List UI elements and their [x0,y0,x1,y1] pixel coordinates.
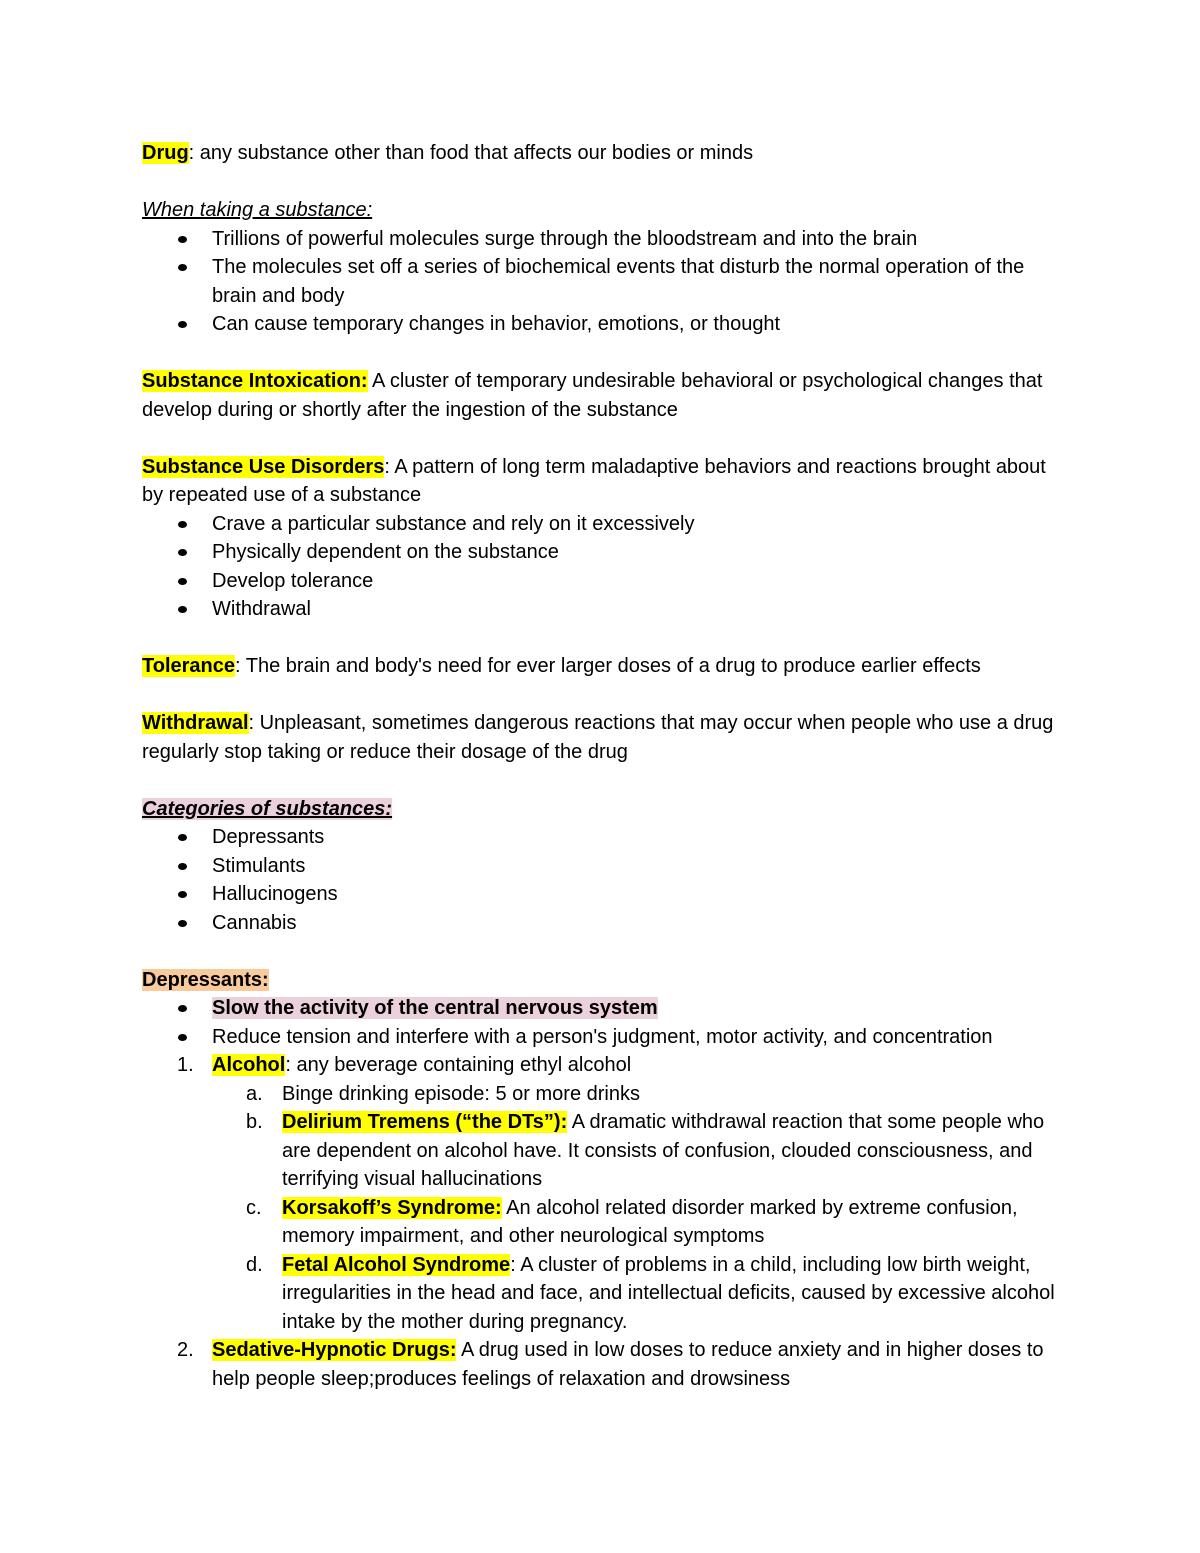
list-item: Trillions of powerful molecules surge through the bloodstream and into the brain [142,225,1067,254]
term-dts: Delirium Tremens (“the DTs”): [282,1111,568,1133]
binge-def: Binge drinking episode: 5 or more drinks [282,1082,640,1105]
taking-list [142,225,1067,339]
tolerance-definition [142,652,1067,681]
list-item [142,1080,1067,1109]
depressants-heading-text: Depressants: [142,968,269,991]
list-item: The molecules set off a series of biochemical events that disturb the normal operation of the brain and body [142,253,1067,310]
korsakoff-def: An alcohol related disorder marked by extreme confusion, memory impairment, and other neurological symptoms [282,1196,1018,1247]
term-korsakoff: Korsakoff’s Syndrome: [282,1196,502,1219]
depressants-heading [142,966,1067,995]
intoxication-definition [142,367,1067,424]
list-number: 1. [177,1054,194,1076]
taking-heading [142,196,1067,225]
alcohol-item [142,1051,1067,1080]
list-letter: d. [246,1253,263,1276]
term-fas: Fetal Alcohol Syndrome [282,1253,511,1276]
list-letter: a. [246,1082,263,1105]
alcohol-def: : any beverage containing ethyl alcohol [285,1054,632,1076]
sedative-item [142,1336,1067,1393]
term-withdrawal: Withdrawal [142,712,249,734]
list-item: Withdrawal [142,595,1067,624]
fas-def: : A cluster of problems in a child, including low birth weight, irregularities in the head and face, and intellectual deficits, caused by excessive alcohol intake by the mother during pregnancy. [282,1253,1055,1333]
dts-def: A dramatic withdrawal reaction that some people who are dependent on alcohol have. It consists of confusion, clouded consciousness, and terrifying visual hallucinations [282,1111,1045,1190]
list-item: Reduce tension and interfere with a person's judgment, motor activity, and concentration [142,1023,1067,1052]
drug-def: : any substance other than food that affects our bodies or minds [188,142,754,164]
list-letter: c. [246,1196,262,1219]
tolerance-def: : The brain and body's need for ever larger doses of a drug to produce earlier effects [235,655,981,677]
depressants-bullet-1: Slow the activity of the central nervous system [212,997,658,1019]
list-item: Crave a particular substance and rely on it excessively [142,510,1067,539]
sud-definition [142,453,1067,510]
term-alcohol: Alcohol [212,1054,286,1076]
taking-heading-text: When taking a substance: [142,199,373,221]
list-item: Cannabis [142,909,1067,938]
term-tolerance: Tolerance [142,655,235,677]
sud-def: : A pattern of long term maladaptive behaviors and reactions brought about by repeated use of a substance [142,455,1046,506]
categories-heading [142,795,1067,824]
term-intoxication: Substance Intoxication: [142,370,368,392]
list-item [142,1108,1067,1194]
document-page [142,139,1067,1393]
term-drug: Drug [142,142,189,164]
categories-heading-text: Categories of substances: [142,797,393,820]
list-item [142,1194,1067,1251]
list-item: Hallucinogens [142,880,1067,909]
list-number: 2. [177,1339,194,1361]
list-item: Can cause temporary changes in behavior, emotions, or thought [142,310,1067,339]
sud-list [142,510,1067,624]
depressants-numbered-list-2 [142,1336,1067,1393]
alcohol-sub-list [142,1080,1067,1337]
list-item: Depressants [142,823,1067,852]
categories-list [142,823,1067,937]
list-item: Develop tolerance [142,567,1067,596]
withdrawal-def: : Unpleasant, sometimes dangerous reactions that may occur when people who use a drug regularly stop taking or reduce their dosage of the drug [142,712,1054,763]
list-item [142,1251,1067,1337]
intoxication-def: A cluster of temporary undesirable behavioral or psychological changes that develop during or shortly after the ingestion of the substance [142,370,1043,421]
list-item [142,994,1067,1023]
term-sud: Substance Use Disorders [142,455,385,478]
list-letter: b. [246,1111,263,1133]
list-item: Stimulants [142,852,1067,881]
term-sedative: Sedative-Hypnotic Drugs: [212,1339,457,1361]
depressants-numbered-list [142,1051,1067,1080]
sedative-def: A drug used in low doses to reduce anxiety and in higher doses to help people sleep;produces feelings of relaxation and drowsiness [212,1339,1044,1390]
list-item: Physically dependent on the substance [142,538,1067,567]
withdrawal-definition [142,709,1067,766]
depressants-list [142,994,1067,1051]
drug-definition [142,139,1067,168]
